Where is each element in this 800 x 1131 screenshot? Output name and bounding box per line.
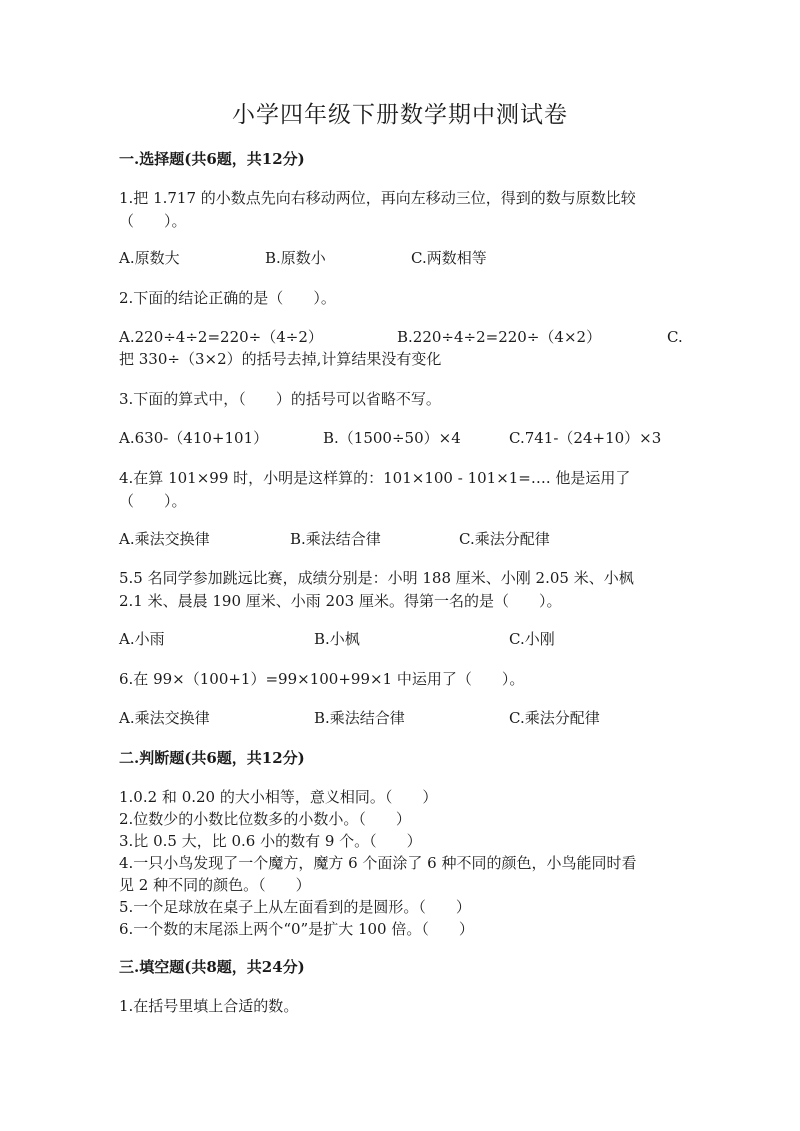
question-3-option-c: C.741-（24+10）×3	[509, 429, 662, 447]
question-6-text: 6.在 99×（100+1）=99×100+99×1 中运用了（ ）。	[119, 670, 525, 688]
question-5-option-a: A.小雨	[119, 630, 165, 648]
judge-item-4: 4.一只小鸟发现了一个魔方，魔方 6 个面涂了 6 种不同的颜色，小鸟能同时看	[119, 854, 637, 872]
question-1-option-c: C.两数相等	[411, 249, 487, 267]
section-heading-choice: 一.选择题(共6题，共12分)	[119, 150, 305, 168]
question-3-option-a: A.630-（410+101）	[119, 429, 269, 447]
question-1-blank: （ ）。	[119, 212, 187, 230]
question-3-text: 3.下面的算式中，（ ）的括号可以省略不写。	[119, 390, 441, 408]
question-1-option-b: B.原数小	[265, 249, 326, 267]
question-5-option-c: C.小刚	[509, 630, 555, 648]
question-4-blank: （ ）。	[119, 492, 187, 510]
judge-item-6: 6.一个数的末尾添上两个“0”是扩大 100 倍。（ ）	[119, 920, 474, 938]
question-4-option-c: C.乘法分配律	[459, 530, 550, 548]
section-heading-fill: 三.填空题(共8题，共24分)	[119, 958, 305, 976]
question-2-option-c-label: C.	[667, 328, 683, 346]
question-2-option-c: 把 330÷（3×2）的括号去掉,计算结果没有变化	[119, 350, 442, 368]
question-5-text-continued: 2.1 米、晨晨 190 厘米、小雨 203 厘米。得第一名的是（ ）。	[119, 592, 562, 610]
fill-question-1-text: 1.在括号里填上合适的数。	[119, 997, 299, 1015]
question-1-option-a: A.原数大	[119, 249, 180, 267]
question-3-option-b: B.（1500÷50）×4	[323, 429, 461, 447]
question-2-option-a: A.220÷4÷2=220÷（4÷2）	[119, 328, 323, 346]
question-6-option-c: C.乘法分配律	[509, 709, 600, 727]
question-5-text: 5.5 名同学参加跳远比赛，成绩分别是：小明 188 厘米、小刚 2.05 米、小枫	[119, 569, 634, 587]
question-4-option-b: B.乘法结合律	[290, 530, 381, 548]
question-5-option-b: B.小枫	[314, 630, 360, 648]
section-heading-judge: 二.判断题(共6题，共12分)	[119, 749, 305, 767]
question-4-text: 4.在算 101×99 时，小明是这样算的：101×100 - 101×1=…. 他是运用了	[119, 469, 631, 487]
question-4-option-a: A.乘法交换律	[119, 530, 210, 548]
judge-item-5: 5.一个足球放在桌子上从左面看到的是圆形。（ ）	[119, 898, 471, 916]
question-2-option-b: B.220÷4÷2=220÷（4×2）	[397, 328, 602, 346]
judge-item-1: 1.0.2 和 0.20 的大小相等，意义相同。（ ）	[119, 788, 438, 806]
question-6-option-a: A.乘法交换律	[119, 709, 210, 727]
judge-item-2: 2.位数少的小数比位数多的小数小。（ ）	[119, 810, 411, 828]
judge-item-4-continued: 见 2 种不同的颜色。（ ）	[119, 876, 311, 894]
question-6-option-b: B.乘法结合律	[314, 709, 405, 727]
question-1-text: 1.把 1.717 的小数点先向右移动两位，再向左移动三位，得到的数与原数比较	[119, 189, 636, 207]
page-title: 小学四年级下册数学期中测试卷	[232, 102, 568, 128]
question-2-text: 2.下面的结论正确的是（ ）。	[119, 289, 336, 307]
judge-item-3: 3.比 0.5 大，比 0.6 小的数有 9 个。（ ）	[119, 832, 422, 850]
